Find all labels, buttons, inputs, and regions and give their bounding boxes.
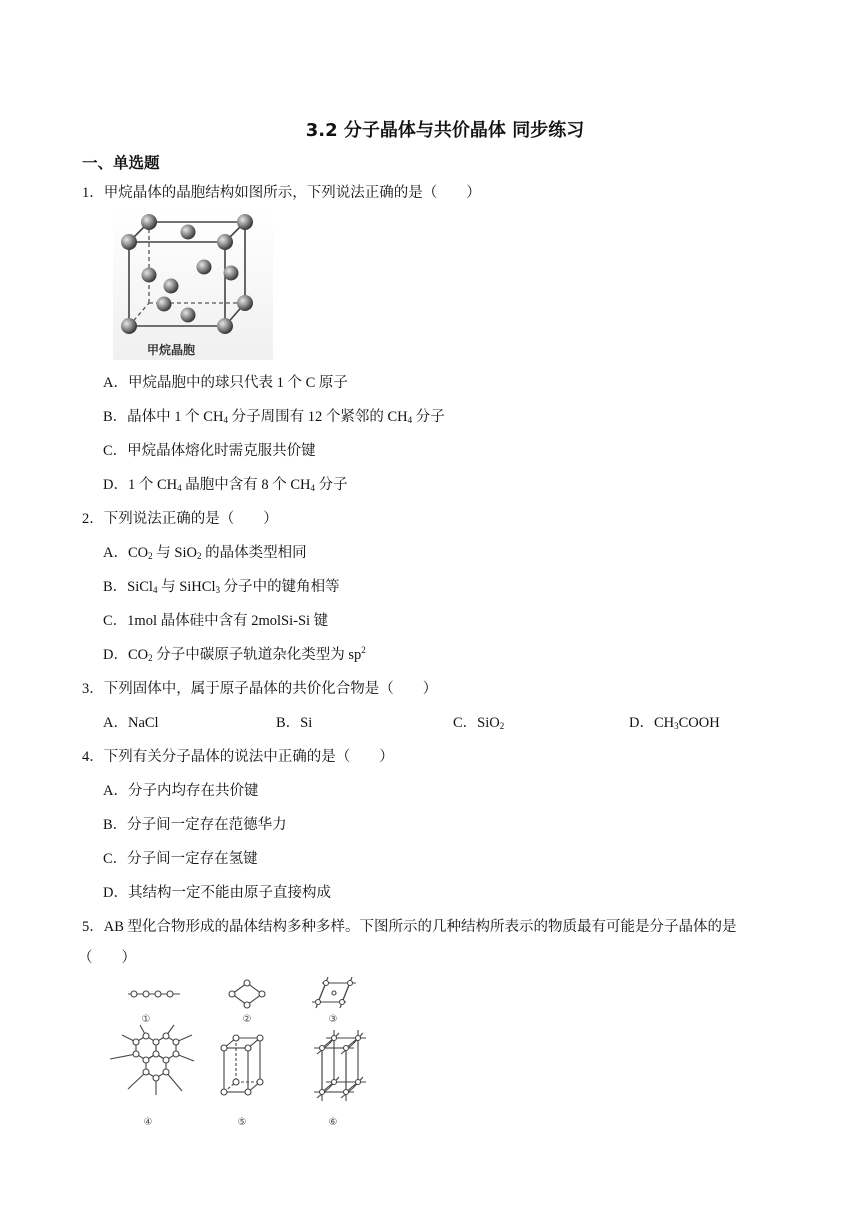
question-3-option-b: B．Si [276, 715, 313, 731]
figure-caption: 甲烷晶胞 [147, 343, 196, 357]
question-2-option-c: C．1mol 晶体硅中含有 2molSi-Si 键 [103, 613, 329, 629]
question-3-stem: 3．下列固体中，属于原子晶体的共价化合物是（ ） [82, 681, 438, 697]
question-1-option-d: D．1 个 $CH_4$ 晶胞中含有 8 个 $CH_4$ 分子 [103, 477, 348, 493]
structure-label-3: ③ [328, 1014, 338, 1025]
question-3-option-d: D．$CH_3COOH$ [629, 715, 720, 731]
question-1-option-a: A．甲烷晶胞中的球只代表 1 个 C 原子 [103, 375, 348, 391]
question-3-option-c: C．SiO$_2$ [453, 715, 505, 731]
ab-structures-figure [100, 965, 370, 1135]
section-heading: 一、单选题 [82, 154, 160, 172]
question-2-stem: 2．下列说法正确的是（ ） [82, 511, 278, 527]
structure-label-4: ④ [143, 1117, 153, 1128]
question-4-stem: 4．下列有关分子晶体的说法中正确的是（ ） [82, 749, 394, 765]
page-title: 3.2 分子晶体与共价晶体 同步练习 [305, 120, 585, 141]
question-5-stem: 5．AB 型化合物形成的晶体结构多种多样。下图所示的几种结构所表示的物质最有可能是分子晶体的是 [82, 919, 737, 935]
question-4-option-a: A．分子内均存在共价键 [103, 783, 259, 799]
question-1-option-c: C．甲烷晶体熔化时需克服共价键 [103, 443, 316, 459]
question-1-option-b: B．晶体中 1 个 $CH_4$ 分子周围有 12 个紧邻的 $CH_4$ 分子 [103, 409, 445, 425]
methane-unit-cell-figure [113, 208, 273, 360]
structure-label-6: ⑥ [328, 1117, 338, 1128]
question-2-option-b: B．SiCl$_4$ 与 SiHCl$_3$ 分子中的键角相等 [103, 579, 340, 595]
structure-label-2: ② [242, 1014, 252, 1025]
structure-label-5: ⑤ [237, 1117, 247, 1128]
question-4-option-c: C．分子间一定存在氢键 [103, 851, 258, 867]
question-1-stem: 1．甲烷晶体的晶胞结构如图所示，下列说法正确的是（ ） [82, 185, 481, 201]
question-4-option-d: D．其结构一定不能由原子直接构成 [103, 885, 331, 901]
question-3-option-a: A．NaCl [103, 715, 159, 731]
question-4-option-b: B．分子间一定存在范德华力 [103, 817, 287, 833]
question-2-option-d: D．$CO_2$ 分子中碳原子轨道杂化类型为 $sp^2$ [103, 645, 366, 663]
question-5-stem-continued: （ ） [78, 950, 136, 966]
structure-label-1: ① [141, 1014, 151, 1025]
question-2-option-a: A．$CO_2$ 与 SiO$_2$ 的晶体类型相同 [103, 545, 307, 561]
